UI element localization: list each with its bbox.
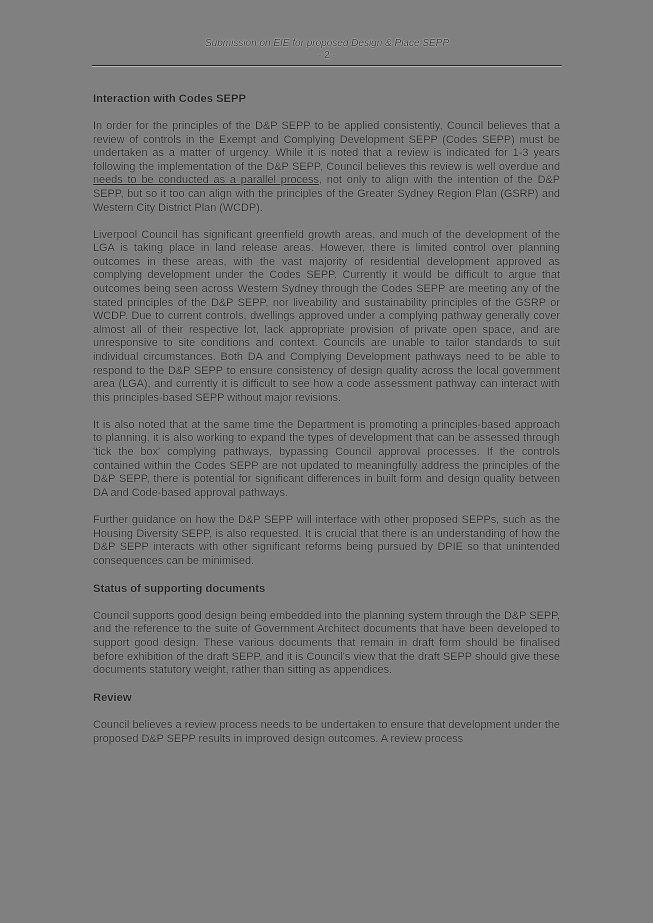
paragraph: Further guidance on how the D&P SEPP will interface with other proposed SEPPs, such as the Housing Diversity SEPP, is also requested. It is crucial that there is an understanding of how the D&P SEPP interacts with other significant reforms being pursued by DPIE so that unintended consequences can be minimised.: [93, 513, 560, 567]
paragraph: Liverpool Council has significant greenfield growth areas, and much of the development of the LGA is taking place in land release areas. However, there is limited control over planning outcomes in these areas, with the vast majority of residential development approved as complying development under the Codes SEPP. Currently it would be difficult to argue that outcomes being seen across Western Sydney through the Codes SEPP are meeting any of the stated principles of the D&P SEPP, nor liveability and sustainability principles of the GSRP or WCDP. Due to current controls, dwellings approved under a complying pathway generally cover almost all of their respective lot, lack appropriate provision of private open space, and are unresponsive to site conditions and context. Councils are unable to tailor standards to suit individual circumstances. Both DA and Complying Development pathways need to be able to respond to the D&P SEPP to ensure consistency of design quality across the local government area (LGA), and currently it is difficult to see how a code assessment pathway can interact with this principles-based SEPP without major revisions.: [93, 228, 560, 404]
section-heading: Interaction with Codes SEPP: [93, 93, 246, 105]
paragraph: [93, 120, 560, 215]
document-body: [93, 92, 560, 760]
header-title: Submission on EIE for proposed Design & Place SEPP: [204, 38, 450, 49]
section-heading: Status of supporting documents: [93, 582, 266, 595]
page-number: - 2 -: [318, 50, 336, 61]
section-heading: Review: [93, 692, 132, 705]
section-review: [93, 691, 560, 746]
running-header: [92, 38, 562, 62]
section-supporting-documents: [93, 582, 560, 678]
paragraph: Council believes a review process needs to be undertaken to ensure that development under the proposed D&P SEPP results in improved design outcomes. A review process: [93, 719, 560, 745]
underlined-text: needs to be conducted as a parallel process: [93, 174, 319, 187]
paragraph: It is also noted that at the same time the Department is promoting a principles-based approach to planning, it is also working to expand the types of development that can be assessed through 'tick the box' complying pathways, bypassing Council approval processes. If the controls contained within the Codes SEPP are not updated to meaningfully address the principles of the D&P SEPP, there is potential for significant differences in built form and design quality between DA and Code-based approval pathways.: [93, 418, 560, 499]
header-divider: [92, 65, 562, 67]
paragraph: Council supports good design being embedded into the planning system through the D&P SEPP, and the reference to the suite of Government Architect documents that have been developed to support good design. These various documents that remain in draft form should be finalised before exhibition of the draft SEPP, and it is Council's view that the draft SEPP should give these documents statutory weight, rather than sitting as appendices.: [93, 609, 560, 677]
paragraph-text: , not only to align with the intention of the D&P SEPP, but so it too can align with the principles of the Greater Sydney Region Plan (GSRP) and Western City District Plan (WCDP).: [93, 174, 560, 214]
section-codes-sepp: [93, 92, 560, 568]
paragraph-text: In order for the principles of the D&P SEPP to be applied consistently, Council believes that a review of controls in the Exempt and Complying Development SEPP (Codes SEPP) must be undertaken as a matter of urgency. While it is noted that a review is indicated for 1-3 years following the implementation of the D&P SEPP, Council believes this review is well overdue and: [93, 120, 560, 173]
